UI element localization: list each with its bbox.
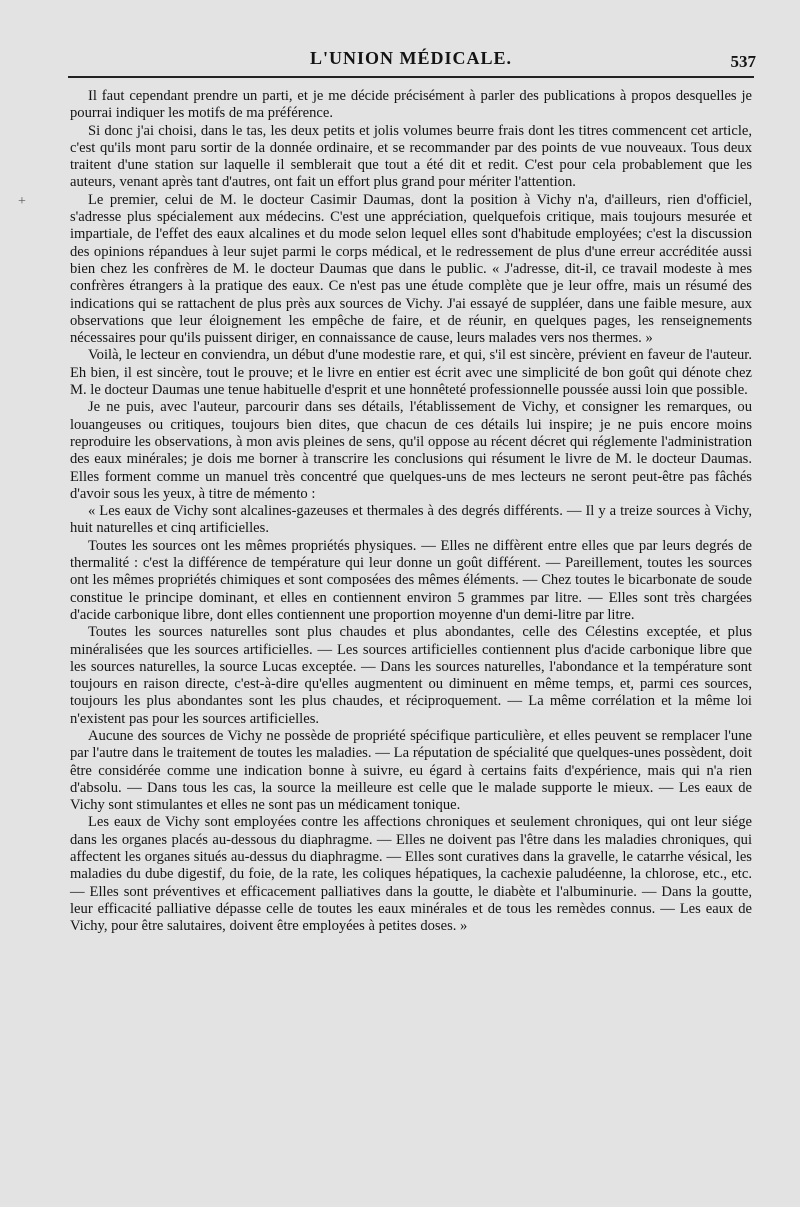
running-header	[66, 40, 756, 80]
article-body	[70, 88, 752, 936]
paragraph: Toutes les sources naturelles sont plus chaudes et plus abondantes, celle des Célestins exceptée, et plus minéralisées que les sources artificielles. — Les sources artificielles contiennent plus d'acide carbonique libre que les sources naturelles, la source Lucas exceptée. — Dans les sources naturelles, l'abondance et la température sont toujours en raison directe, c'est-à-dire qu'elles augmentent ou diminuent en même temps, et, parmi ces sources, toujours les plus abondantes sont les plus chaudes, et réciproquement. — La même corrélation et la même loi n'existent pas pour les sources artificielles.	[70, 624, 752, 727]
margin-mark: +	[18, 194, 26, 209]
paragraph: Voilà, le lecteur en conviendra, un début d'une modestie rare, et qui, s'il est sincère, prévient en faveur de l'auteur. Eh bien, il est sincère, tout le prouve; et le livre en entier est écrit avec une simplicité de bon goût qui dénote chez M. le docteur Daumas une tenue habituelle d'esprit et une honnêteté professionnelle poussée aussi loin que possible.	[70, 347, 752, 399]
journal-title: L'UNION MÉDICALE.	[309, 48, 513, 68]
header-rule	[68, 76, 754, 78]
paragraph: Si donc j'ai choisi, dans le tas, les deux petits et jolis volumes beurre frais dont les titres commencent cet article, c'est qu'ils mont paru sortir de la donnée ordinaire, et se recommander par des points de vue nouveaux. Tous deux traitent d'une station sur laquelle il semblerait que tout a été dit et redit. C'est pour cela probablement que les auteurs, venant après tant d'autres, ont fait un effort plus grand pour mériter l'attention.	[70, 122, 752, 191]
paragraph: Il faut cependant prendre un parti, et je me décide précisément à parler des publications à propos desquelles je pourrai indiquer les motifs de ma préférence.	[70, 88, 752, 122]
page-number: 537	[730, 52, 756, 71]
paragraph: « Les eaux de Vichy sont alcalines-gazeuses et thermales à des degrés différents. — Il y a treize sources à Vichy, huit naturelles et cinq artificielles.	[70, 503, 752, 537]
paragraph: Le premier, celui de M. le docteur Casimir Daumas, dont la position à Vichy n'a, d'ailleurs, rien d'officiel, s'adresse plus spécialement aux médecins. C'est une appréciation, quelquefois critique, mais toujours mesurée et impartiale, de l'effet des eaux alcalines et du mode selon lequel elles sont d'habitude employées; c'est la discussion des opinions répandues à leur sujet parmi le corps médical, et le redressement de plus d'une erreur accréditée aussi bien chez les confrères de M. le docteur Daumas que dans le public. « J'adresse, dit-il, ce travail modeste à mes confrères étrangers à la pratique des eaux. Ce n'est pas une étude complète que je leur offre, mais un résumé des indications qui se rattachent de plus près aux sources de Vichy. J'ai essayé de suppléer, dans une faible mesure, aux observations que leur éloignement les empêche de faire, et de réunir, en quelques pages, les renseignements nécessaires pour qu'ils puissent diriger, en connaissance de cause, leurs malades vers nos thermes. »	[70, 191, 752, 347]
paragraph: Je ne puis, avec l'auteur, parcourir dans ses détails, l'établissement de Vichy, et consigner les remarques, ou louangeuses ou critiques, toujours bien dites, que chacun de ces détails lui inspire; je ne puis encore moins reproduire les observations, à mon avis pleines de sens, qu'il oppose au récent décret qui réglemente l'administration des eaux minérales; je dois me borner à transcrire les conclusions qui résument le livre de M. le docteur Daumas. Elles forment comme un manuel très concentré que quelques-uns de mes lecteurs ne seront peut-être pas fâchés d'avoir sous les yeux, à titre de mémento :	[70, 399, 752, 502]
paragraph: Aucune des sources de Vichy ne possède de propriété spécifique particulière, et elles peuvent se remplacer l'une par l'autre dans le traitement de toutes les maladies. — La réputation de spécialité que quelques-unes possèdent, doit être considérée comme une indication bonne à suivre, eu égard à certains faits d'expérience, mais qui n'a rien d'absolu. — Dans tous les cas, la source la meilleure est celle que le malade supporte le mieux. — Les eaux de Vichy sont stimulantes et elles ne sont pas un médicament tonique.	[70, 727, 752, 814]
paragraph: Toutes les sources ont les mêmes propriétés physiques. — Elles ne diffèrent entre elles que par leurs degrés de thermalité : c'est la différence de température qui leur donne un goût différent. — Pareillement, toutes les sources ont les mêmes propriétés chimiques et sont composées des mêmes éléments. — Chez toutes le bicarbonate de soude constitue le principe dominant, et elles en contiennent environ 5 grammes par litre. — Elles sont très chargées d'acide carbonique libre, dont elles contiennent une proportion moyenne d'un demi-litre par litre.	[70, 537, 752, 623]
paragraph: Les eaux de Vichy sont employées contre les affections chroniques et seulement chroniques, qui ont leur siége dans les organes placés au-dessous du diaphragme. — Elles ne doivent pas l'être dans les maladies chroniques, qui affectent les organes situés au-dessus du diaphragme. — Elles sont curatives dans la gravelle, le catarrhe vésical, les maladies du dube digestif, du foie, de la rate, les coliques hépatiques, la cachexie paludéenne, la chlorose, etc., etc. — Elles sont préventives et efficacement palliatives dans la goutte, le diabète et l'albuminurie. — Dans la goutte, leur efficacité palliative dépasse celle de toutes les eaux minérales et de tous les remèdes connus. — Les eaux de Vichy, pour être salutaires, doivent être employées à petites doses. »	[70, 814, 752, 935]
